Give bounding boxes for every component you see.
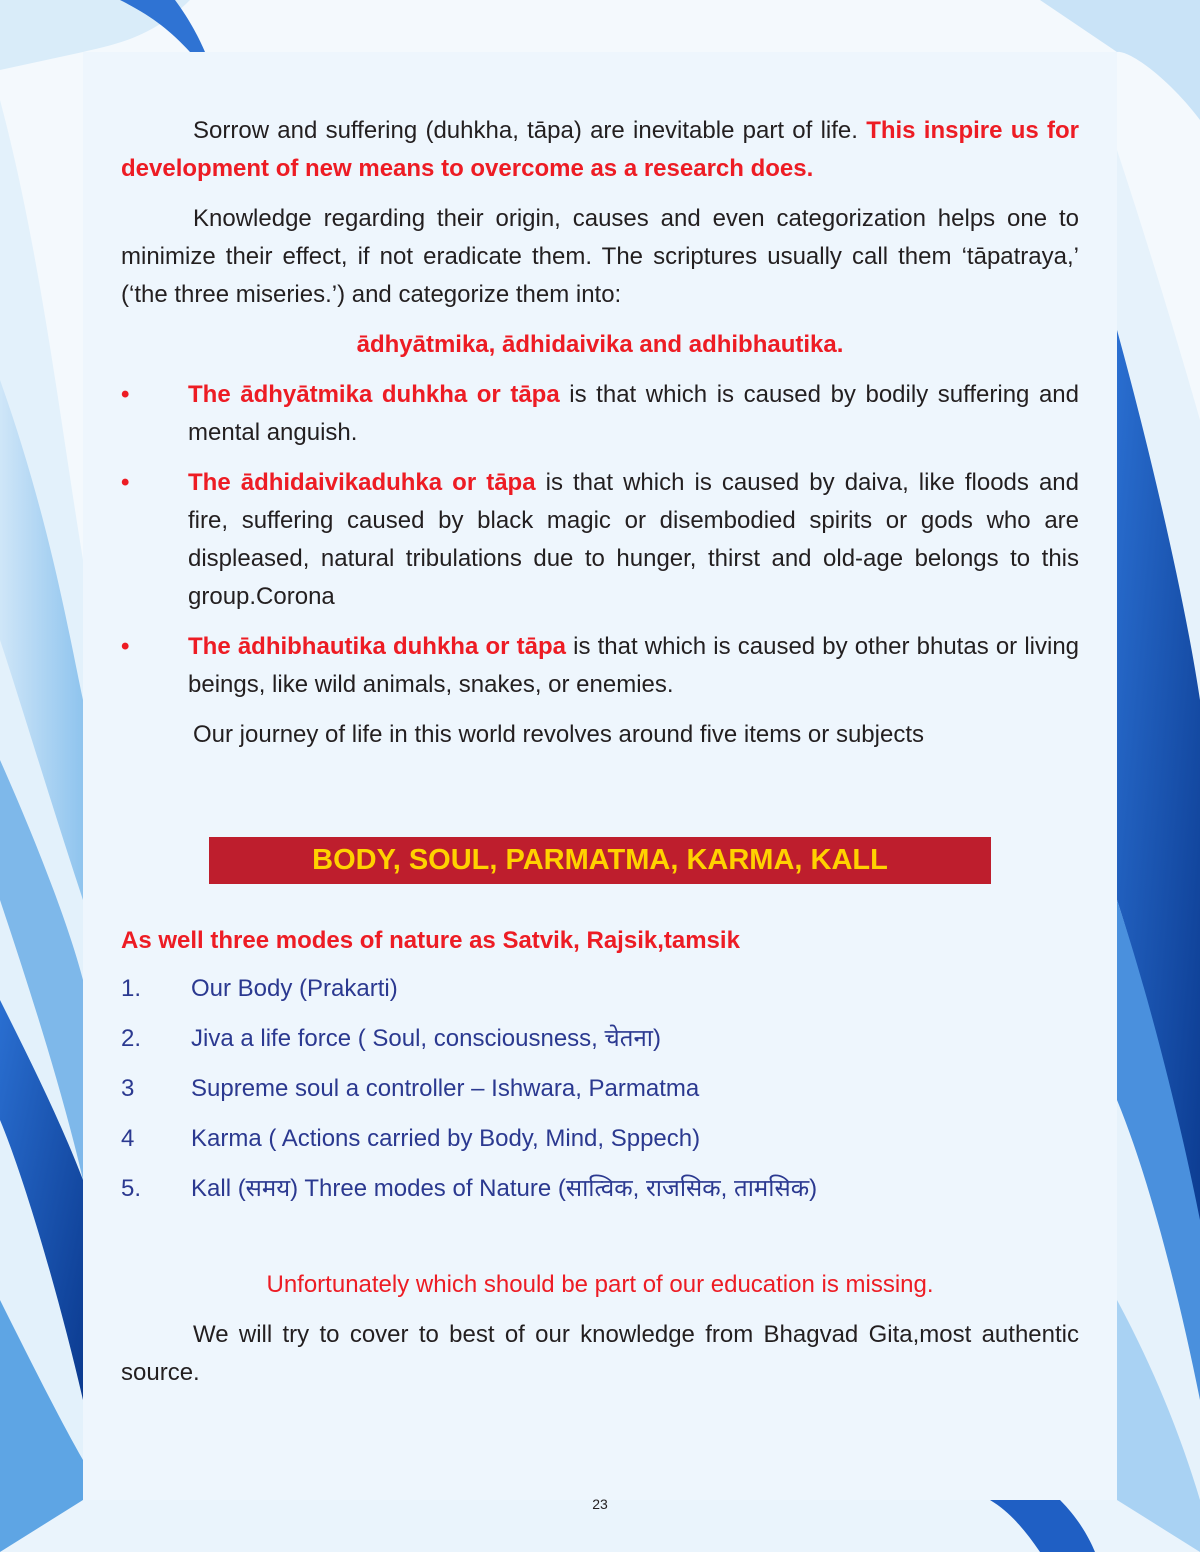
bullet-item-adhibhautika	[121, 628, 1079, 704]
lower-content	[121, 922, 1079, 1392]
page-content	[121, 112, 1079, 754]
categories-heading: ādhyātmika, ādhidaivika and adhibhautika.	[356, 331, 844, 358]
list-text: Our Body (Prakarti)	[191, 975, 398, 1002]
list-item	[121, 1020, 1079, 1058]
list-item	[121, 1170, 1079, 1208]
list-number: 4	[121, 1125, 135, 1152]
bullet-text: is that which is caused by other bhutas or living beings, like wild animals, snakes, or enemies.	[188, 633, 1080, 698]
bullet-term: The ādhyātmika duhkha or tāpa	[188, 381, 560, 408]
bullet-dot: •	[121, 381, 130, 408]
bullet-item-adhidaivika	[121, 464, 1079, 616]
list-number: 1.	[121, 975, 142, 1002]
journey-line: Our journey of life in this world revolves around five items or subjects	[193, 721, 924, 748]
list-item	[121, 1120, 1079, 1158]
list-item	[121, 1070, 1079, 1108]
list-number: 3	[121, 1075, 135, 1102]
list-number: 2.	[121, 1025, 142, 1052]
bullet-text: is that which is caused by bodily suffering and mental anguish.	[188, 381, 1079, 446]
list-item	[121, 970, 1079, 1008]
list-text: Kall (समय) Three modes of Nature (सात्विक, राजसिक, तामसिक)	[191, 1175, 818, 1202]
bullet-term: The ādhibhautika duhkha or tāpa	[188, 633, 566, 660]
knowledge-paragraph: Knowledge regarding their origin, causes and even categorization helps one to minimize their effect, if not eradicate them. The scriptures usually call them ‘tāpatraya,’ (‘the three miseries.’) and categorize them into:	[121, 205, 1079, 308]
list-text: Supreme soul a controller – Ishwara, Parmatma	[191, 1075, 700, 1102]
intro-text: Sorrow and suffering (duhkha, tāpa) are inevitable part of life.	[193, 117, 867, 144]
closing-paragraph: We will try to cover to best of our knowledge from Bhagvad Gita,most authentic source.	[121, 1321, 1079, 1386]
list-text: Karma ( Actions carried by Body, Mind, Sppech)	[191, 1125, 701, 1152]
numbered-list	[121, 970, 1079, 1208]
bullet-dot: •	[121, 469, 130, 496]
missing-note: Unfortunately which should be part of our education is missing.	[266, 1271, 934, 1298]
intro-highlight: This inspire us for development of new means to overcome as a research does.	[121, 117, 1079, 182]
modes-heading: As well three modes of nature as Satvik, Rajsik,tamsik	[121, 927, 740, 954]
bullet-text: is that which is caused by daiva, like floods and fire, suffering caused by black magic or disembodied spirits or gods who are displeased, natural tribulations due to hunger, thirst and old-age belongs to this group.Corona	[188, 469, 1079, 610]
bullet-dot: •	[121, 633, 130, 660]
list-number: 5.	[121, 1175, 142, 1202]
section-banner: BODY, SOUL, PARMATMA, KARMA, KALL	[209, 837, 991, 884]
bullet-term: The ādhidaivikaduhka or tāpa	[188, 469, 536, 496]
list-text: Jiva a life force ( Soul, consciousness, चेतना)	[191, 1025, 661, 1052]
page-number: 23	[592, 1496, 608, 1512]
intro-paragraph	[121, 112, 1079, 188]
bullet-item-adhyatmika	[121, 376, 1079, 452]
